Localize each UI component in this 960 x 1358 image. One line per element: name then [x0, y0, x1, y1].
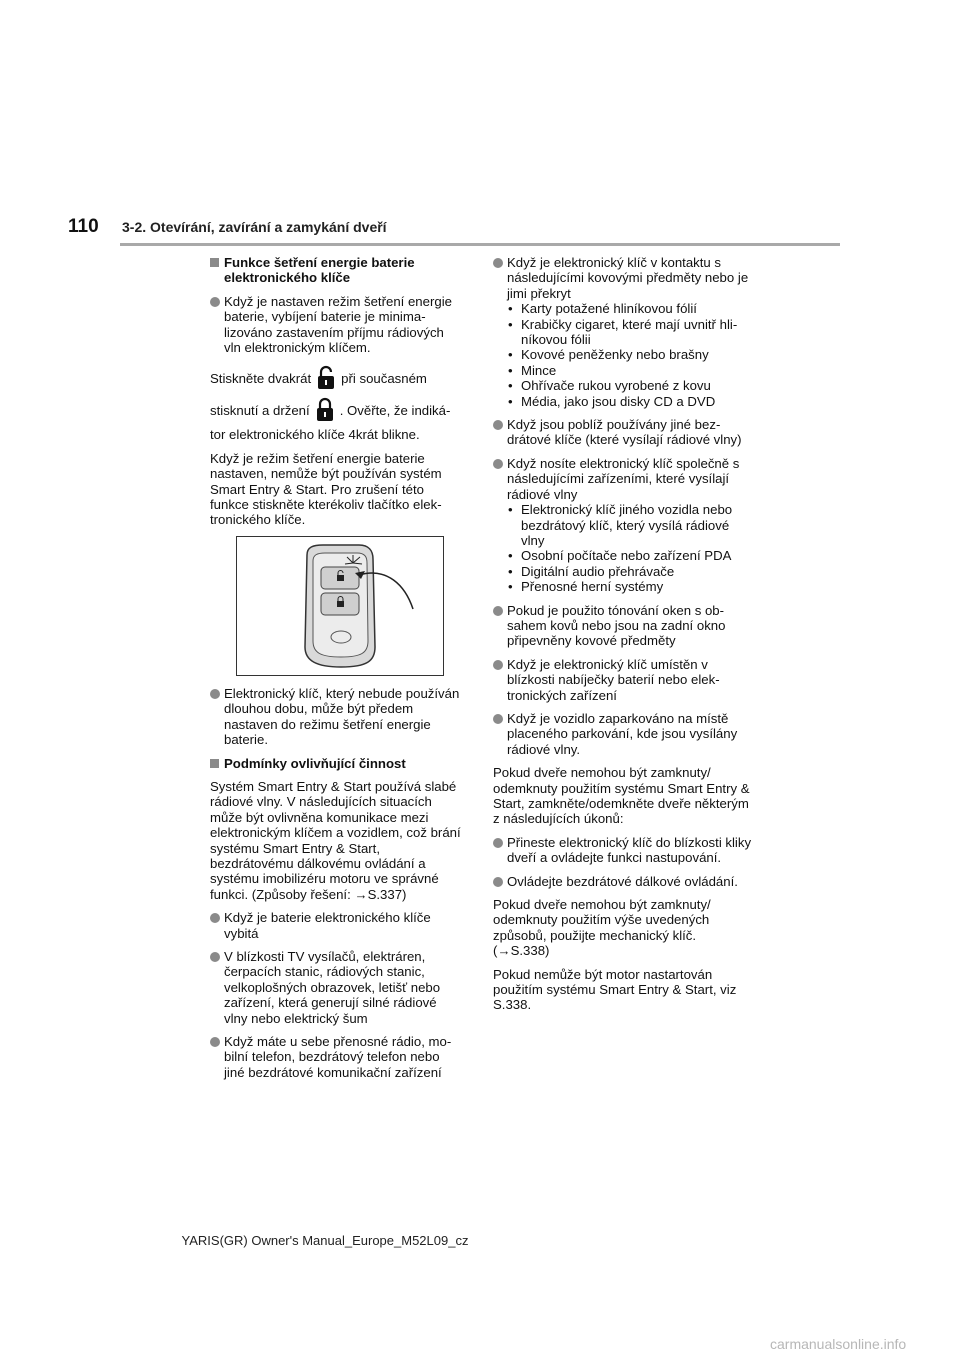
left-column [210, 255, 462, 1088]
header-divider [120, 243, 840, 246]
sub-list-item: • Elektronický klíč jiného vozidla nebo bezdrátový klíč, který vysílá rádiové vlny [507, 502, 755, 548]
list-item: Když nosíte elektronický klíč společně s následujícími zařízeními, které vysílají rádiové vlny • Elektronický klíč jiného vozidla nebo bezdrátový klíč, který vysílá rádiové vlny • Osobní počítače nebo zařízení PDA • Digitální audio přehrávače • Přenosné herní systémy [493, 456, 755, 595]
sub-list-item: • Mince [507, 363, 755, 378]
round-bullet-icon [493, 660, 503, 670]
list-item: Když je elektronický klíč umístěn v blízkosti nabíječky baterií nebo elektronických zařízení [493, 657, 755, 703]
sub-list-item: • Osobní počítače nebo zařízení PDA [507, 548, 755, 563]
sub-list-item: • Média, jako jsou disky CD a DVD [507, 394, 755, 409]
round-bullet-icon [210, 297, 220, 307]
page-footer: YARIS(GR) Owner's Manual_Europe_M52L09_cz [181, 1233, 469, 1248]
round-bullet-icon [210, 1037, 220, 1047]
sub-list-item: • Krabičky cigaret, které mají uvnitř hliníkovou fólii [507, 317, 755, 348]
round-bullet-icon [493, 420, 503, 430]
list-item: Ovládejte bezdrátové dálkové ovládání. [493, 874, 755, 889]
right-column [493, 255, 755, 1021]
paragraph: Pokud dveře nemohou být zamknuty/ odemknuty použitím výše uvedených způsobů, použijte mechanický klíč. (→S.338) [493, 897, 711, 959]
sub-list-item: • Karty potažené hliníkovou fólií [507, 301, 755, 316]
instruction-line: Stiskněte dvakrát při současném [210, 363, 462, 393]
watermark: carmanualsonline.info [770, 1336, 907, 1352]
round-bullet-icon [493, 459, 503, 469]
square-bullet-icon [210, 759, 219, 768]
section-heading-conditions: Podmínky ovlivňující činnost [210, 756, 462, 771]
sub-list-item: • Kovové peněženky nebo brašny [507, 347, 755, 362]
round-bullet-icon [493, 606, 503, 616]
instruction-text: tor elektronického klíče 4krát blikne. [210, 427, 420, 443]
round-bullet-icon [493, 258, 503, 268]
sub-list-item: • Přenosné herní systémy [507, 579, 755, 594]
paragraph: Pokud nemůže být motor nastartován použitím systému Smart Entry & Start, viz S.338. [493, 966, 737, 1013]
round-bullet-icon [210, 913, 220, 923]
list-item: Přineste elektronický klíč do blízkosti kliky dveří a ovládejte funkci nastupování. [493, 835, 755, 866]
list-item: Elektronický klíč, který nebude používán dlouhou dobu, může být předem nastaven do režimu šetření energie baterie. [210, 686, 462, 748]
paragraph: Pokud dveře nemohou být zamknuty/ odemknuty použitím systému Smart Entry & Start, zamkněte/odemkněte dveře některým z následujících úkonů: [493, 765, 750, 827]
section-heading-battery-saving: Funkce šetření energie baterie elektronického klíče [210, 255, 462, 286]
sub-list-item: • Digitální audio přehrávače [507, 564, 755, 579]
paragraph: Systém Smart Entry & Start používá slabé rádiové vlny. V následujících situacích může být ovlivněna komunikace mezi elektronickým klíčem a vozidlem, což brání systému Smart Entry & Start, bezdrátovému dálkovému ovládání a systému imobilizéru motoru ve správné funkci. (Způsoby řešení: →S.337) [210, 778, 461, 902]
list-item: Když máte u sebe přenosné rádio, mobilní telefon, bezdrátový telefon nebo jiné bezdrátové komunikační zařízení [210, 1034, 462, 1080]
round-bullet-icon [493, 877, 503, 887]
list-item: Když je vozidlo zaparkováno na místě placeného parkování, kde jsou vysílány rádiové vlny. [493, 711, 755, 757]
round-bullet-icon [493, 838, 503, 848]
round-bullet-icon [210, 689, 220, 699]
sub-list-item: • Ohřívače rukou vyrobené z kovu [507, 378, 755, 393]
round-bullet-icon [493, 714, 503, 724]
lock-button-icon [314, 397, 336, 423]
instruction-line: stisknutí a držení . Ověřte, že indiká- [210, 395, 462, 425]
key-fob-illustration [236, 536, 444, 676]
list-item: Když je elektronický klíč v kontaktu s následujícími kovovými předměty nebo je jimi překryt • Karty potažené hliníkovou fólií • Krabičky cigaret, které mají uvnitř hliníkovou fólii • Kovové peněženky nebo brašny • Mince • Ohřívače rukou vyrobené z kovu • Média, jako jsou disky CD a DVD [493, 255, 755, 409]
list-item: V blízkosti TV vysílačů, elektráren, čerpacích stanic, rádiových stanic, velkoplošných obrazovek, letišť nebo zařízení, která generují silné rádiové vlny nebo elektrický šum [210, 949, 462, 1026]
square-bullet-icon [210, 258, 219, 267]
section-title: 3-2. Otevírání, zavírání a zamykání dveří [122, 219, 387, 235]
list-item: Když je nastaven režim šetření energie baterie, vybíjení baterie je minimalizováno zastavením příjmu rádiových vln elektronickým klíčem. [210, 294, 462, 356]
list-item: Když je baterie elektronického klíče vybitá [210, 910, 462, 941]
unlock-button-icon [315, 365, 337, 391]
page-number: 110 [68, 216, 99, 237]
list-item: Pokud je použito tónování oken s obsahem kovů nebo jsou na zadní okno připevněny kovové předměty [493, 603, 755, 649]
paragraph: Když je režim šetření energie baterie nastaven, nemůže být používán systém Smart Entry & Start. Pro zrušení této funkce stiskněte kterékoliv tlačítko elektronického klíče. [210, 450, 442, 528]
list-item: Když jsou poblíž používány jiné bezdrátové klíče (které vysílají rádiové vlny) [493, 417, 755, 448]
round-bullet-icon [210, 952, 220, 962]
